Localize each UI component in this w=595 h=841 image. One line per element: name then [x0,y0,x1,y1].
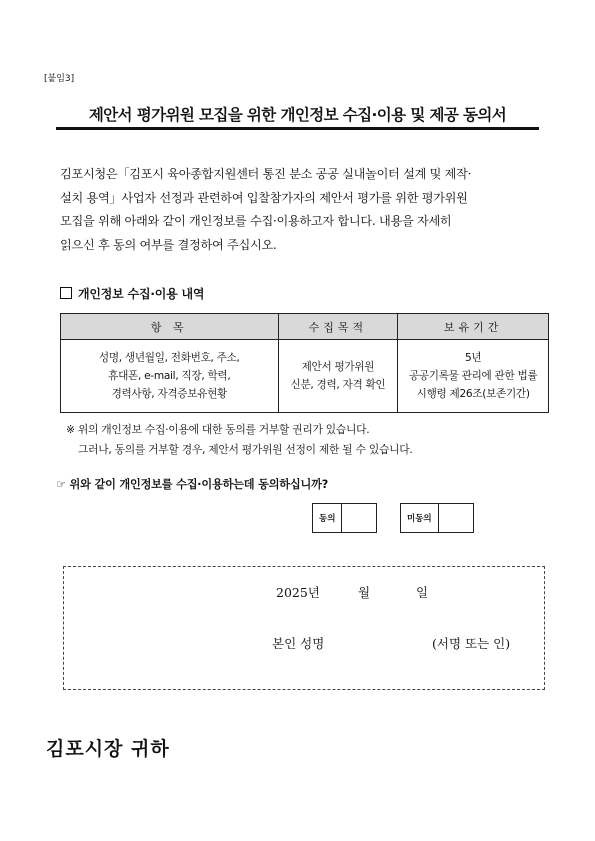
date-row [276,583,428,601]
square-bullet-icon [60,287,72,299]
header-purpose: 수집목적 [278,314,398,340]
signer-label: 본인 성명 [272,636,325,651]
table-row [61,340,549,413]
collection-table [60,313,549,413]
cell-line: 휴대폰, e-mail, 직장, 학력, [108,370,231,382]
page-title: 제안서 평가위원 모집을 위한 개인정보 수집·이용 및 제공 동의서 [88,106,507,124]
date-year: 2025년 [276,585,320,600]
signature-hint: (서명 또는 인) [432,636,511,651]
cell-line: 신분, 경력, 자격 확인 [290,379,386,391]
pointing-hand-icon: ☞ [56,478,66,491]
cell-items [61,340,279,413]
intro-line: 읽으신 후 동의 여부를 결정하여 주십시오. [60,237,277,252]
intro-paragraph [60,163,553,257]
section-heading [60,285,204,302]
consent-question [56,476,328,492]
question-text: 위와 같이 개인정보를 수집·이용하는데 동의하십니까? [69,478,329,491]
agree-option[interactable] [312,503,377,533]
cell-line: 성명, 생년월일, 전화번호, 주소, [98,352,240,364]
table-header-row [61,314,549,340]
disagree-checkbox[interactable] [439,504,473,532]
cell-line: 시행령 제26조(보존기간) [416,388,530,400]
disagree-label: 미동의 [401,504,439,532]
intro-line: 김포시청은「김포시 육아종합지원센터 통진 분소 공공 실내놀이터 설계 및 제작· [60,167,472,181]
cell-purpose [278,340,398,413]
date-day: 일 [416,585,429,600]
date-month: 월 [358,585,371,600]
cell-retention [398,340,549,413]
disagree-option[interactable] [400,503,474,533]
note-line: ※ 위의 개인정보 수집·이용에 대한 동의를 거부할 권리가 있습니다. [66,423,370,436]
intro-line: 설치 용역」사업자 선정과 관련하여 입찰참가자의 제안서 평가를 위한 평가위원 [60,190,468,205]
header-items: 항 목 [61,314,279,340]
cell-line: 경력사항, 자격증보유현황 [111,388,227,400]
section-heading-text: 개인정보 수집·이용 내역 [78,287,205,301]
agree-label: 동의 [313,504,342,532]
note-line: 그러나, 동의를 거부할 경우, 제안서 평가위원 선정이 제한 될 수 있습니다. [78,443,413,456]
header-retention: 보유기간 [398,314,549,340]
refusal-note [66,420,412,460]
cell-line: 5년 [464,352,482,364]
agree-checkbox[interactable] [342,504,376,532]
intro-line: 모집을 위해 아래와 같이 개인정보를 수집·이용하고자 합니다. 내용을 자세히 [60,214,452,228]
title-underline [56,127,539,130]
cell-line: 공공기록물 관리에 관한 법률 [408,370,538,382]
cell-line: 제안서 평가위원 [301,361,375,373]
attachment-label: [붙임3] [44,74,75,84]
addressee: 김포시장 귀하 [46,738,170,760]
